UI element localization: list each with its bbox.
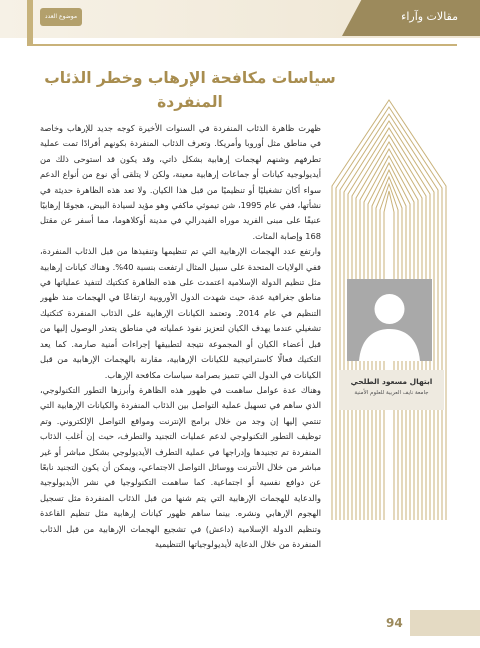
author-card (339, 370, 444, 410)
article-paragraph: وهناك عدة عوامل ساهمت في ظهور هذه الظاهرة وأبرزها التطور التكنولوجي، الذي ساهم في تسهيل عملية التواصل بين الذئاب المنفردة والكيانات الإرهابية التي تنتمي إليها إن وجد من خلال برامج الإنترنت ومواقع التواصل الإلكتروني. وتم توظيف التطور التكنولوجي لدعم عمليات التجنيد والتطرف، حيث إن أغلب الذئاب المنفردة تم تجنيدها وإدراجها في عملية التطرف الأيديولوجي بشكل مباشر أو غير مباشر من خلال الأنترنت ووسائل التواصل الاجتماعي، ويمكن أن يكون التجنيد نابعًا عن دوافع نفسية أو اجتماعية. كما ساهمت التكنولوجيا في نشر الأيديولوجية والدعاية للهجمات الإرهابية التي يتم شنها من قبل الذئاب المنفردة مثل تسجيل الهجوم الإرهابي ونشره. بينما ساهم ظهور كيانات إرهابية مثل تنظيم القاعدة وتنظيم الدولة الإسلامية (داعش) في تشجيع الهجمات الإرهابية من قبل الذئاب المنفردة من خلال الدعاية لأيديولوجياتها التنظيمية (40, 384, 321, 549)
article-title: سياسات مكافحة الإرهاب وخطر الذئاب المنفردة (44, 69, 336, 112)
author-photo (347, 279, 432, 361)
header-accent-bar (27, 0, 33, 46)
issue-badge (40, 8, 82, 26)
author-affiliation: جامعة نايف العربية للعلوم الأمنية (354, 390, 429, 396)
article-paragraph: وارتفع عدد الهجمات الإرهابية التي تم تنظيمها وتنفيذها من قبل الذئاب المنفردة، ففي الولايات المتحدة على سبيل المثال ارتفعت بنسبة 40%. وهناك كيانات إرهابية مثل تنظيم الدولة الإسلامية اعتمدت على هذه الظاهرة كتكتيك لتنفيذ عملياتها في مناطق جغرافية عدة، حيث شهدت الدول الأوروبية ارتفاعًا في الهجمات منذ ظهور التنظيم في عام 2014. وتعتمد الكيانات الإرهابية على الذئاب المنفردة كتكتيك تشغيلي عندما يهدف الكيان لتعزيز نفوذ عملياته في مناطق يتعذر الوصول إليها من قبل أعضاء الكيان أو المجموعة نتيجة لتطبيقها إجراءات أمنية صارمة. كما يعد التكتيك فعالًا كاستراتيجية للكيانات الإرهابية، مقارنة بالهجمات الإرهابية من قبل الكيانات في الدول التي تتميز بصرامة سياسات مكافحة الإرهاب. (40, 246, 321, 380)
author-name: ابتهال مسعود الطلحي (350, 377, 433, 386)
issue-badge-label: موضوع العدد (44, 13, 78, 20)
article-paragraph: ظهرت ظاهرة الذئاب المنفردة في السنوات الأخيرة كوجه جديد للإرهاب وخاصة في مناطق مثل أوروبا وأمريكا. وتعرف الذئاب المنفردة بكونهم أفرادًا تمت عملية تطرفهم وشنهم لهجمات إرهابية بشكل ذاتي، وقد يكون قد استوحى ذلك من أيديولوجية كيانات أو جماعات إرهابية معينة، ولكن لا يتلقى أي نوع من أنواع الدعم سواء أكان تشغيليًا أو تنظيميًا من قبل هذا الكيان. ولا تعد هذه الظاهرة حديثة في نشأتها، ففي عام 1995، شن تيموثي ماكفي وهو مؤيد لسيادة البيض، هجومًا إرهابيًا عنيفًا على مبنى الفريد موراه الفيدرالي في مدينة أوكلاهوما، مما أسفر عن مقتل 168 وإصابة المئات. (40, 123, 321, 241)
page-number: 94 (386, 616, 403, 630)
page-number-band (410, 610, 480, 636)
category-label: مقالات وآراء (401, 10, 458, 23)
header-rule (27, 44, 457, 46)
article-body (40, 121, 321, 629)
person-silhouette-icon (347, 279, 432, 361)
